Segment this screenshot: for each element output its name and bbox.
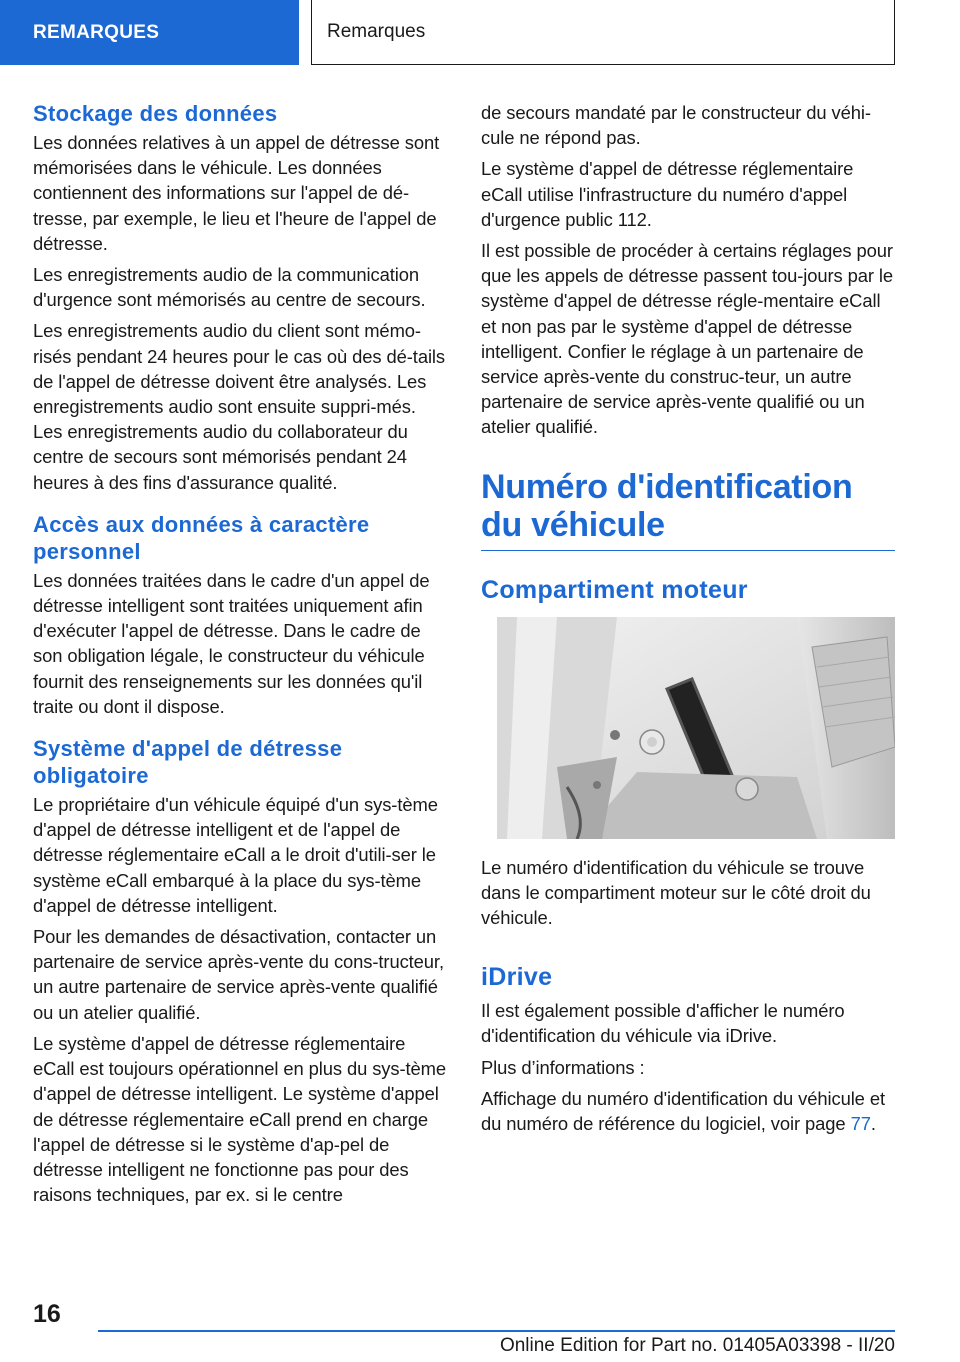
paragraph-with-page-link	[481, 1086, 895, 1136]
paragraph: Il est possible de procéder à certains réglages pour que les appels de détresse passent tou-jours par le système d'appel de détresse régle-mentaire eCall et non pas par le système d'appel de détresse intelligent. Confier le réglage à un partenaire de service après-vente du construc-teur, un autre partenaire de service après-vente qualifié ou un atelier qualifié.	[481, 240, 894, 438]
section-tab	[0, 0, 299, 65]
paragraph-text: Affichage du numéro d'identification du véhicule et du numéro de référence du logiciel, voir page	[481, 1087, 885, 1135]
paragraph: Plus d’informations :	[481, 1056, 645, 1078]
paragraph: Le système d'appel de détresse réglementaire eCall utilise l'infrastructure du numéro d'appel d'urgence public 112.	[481, 158, 854, 230]
paragraph: Les enregistrements audio de la communication d'urgence sont mémorisés au centre de secours.	[33, 264, 426, 311]
paragraph: Pour les demandes de désactivation, contacter un partenaire de service après-vente du cons-tructeur, un autre partenaire de service après-vente qualifié ou un atelier qualifié.	[33, 926, 444, 1023]
paragraph: Les enregistrements audio du client sont mémo-risés pendant 24 heures pour le cas où des dé-tails de l'appel de détresse doivent être analysés. Les enregistrements audio sont ensuite suppri-més. Les enregistrements audio du collaborateur du centre de secours sont mémorisés pendant 24 heures à des fins d'assurance qualité.	[33, 320, 446, 493]
page-reference-link[interactable]: 77	[850, 1113, 871, 1135]
heading-idrive: iDrive	[481, 963, 553, 992]
heading-personal-data-access: Accès aux données à caractère personnel	[33, 511, 370, 564]
paragraph-text-end: .	[870, 1113, 876, 1135]
section-title-box	[311, 0, 895, 65]
heading-engine-compartment: Compartiment moteur	[481, 575, 748, 604]
paragraph: Les données relatives à un appel de détresse sont mémorisées dans le véhicule. Les données contiennent des informations sur l'appel de dé-tresse, par exemple, le lieu et l'heure de l'appel de détresse.	[33, 132, 440, 254]
footer-edition: Online Edition for Part no. 01405A03398 - II/20	[499, 1335, 895, 1356]
section-tab-label: REMARQUES	[33, 21, 160, 43]
paragraph: Le numéro d'identification du véhicule se trouve dans le compartiment moteur sur le côté droit du véhicule.	[481, 856, 871, 929]
left-column	[33, 100, 447, 1213]
page-number: 16	[33, 1300, 61, 1328]
heading-data-storage: Stockage des données	[33, 101, 278, 126]
right-column	[481, 100, 895, 1142]
section-title: Remarques	[327, 21, 426, 42]
paragraph: Le système d'appel de détresse réglementaire eCall est toujours opérationnel en plus du sys-tème d'appel de détresse intelligent. Le système d'appel de détresse réglementaire eCall prend en charge l'appel de détresse si le système d'ap-pel de détresse intelligent ne fonctionne pas pour des raisons techniques, par ex. si le centre	[33, 1032, 447, 1206]
heading-vin: Numéro d'identification du véhicule	[481, 468, 895, 551]
heading-mandatory-emergency-system: Système d'appel de détresse obligatoire	[33, 736, 343, 789]
paragraph: Le propriétaire d'un véhicule équipé d'un sys-tème d'appel de détresse intelligent et de l'appel de détresse réglementaire eCall a le droit d'utili-ser le système eCall embarqué à la place du sys-tème d'appel de détresse intelligent.	[33, 794, 438, 916]
paragraph: Les données traitées dans le cadre d'un appel de détresse intelligent sont traitées uniquement afin d'exécuter l'appel de détresse. Dans le cadre de son obligation légale, le constructeur du véhicule fournit des renseignements sur les données qu'il traite ou dont il dispose.	[33, 569, 430, 717]
footer-rule	[98, 1330, 895, 1332]
paragraph: Il est également possible d'afficher le numéro d'identification du véhicule via iDrive.	[481, 1000, 845, 1047]
engine-compartment-photo	[497, 617, 895, 839]
paragraph: de secours mandaté par le constructeur du véhi-cule ne répond pas.	[481, 102, 871, 149]
